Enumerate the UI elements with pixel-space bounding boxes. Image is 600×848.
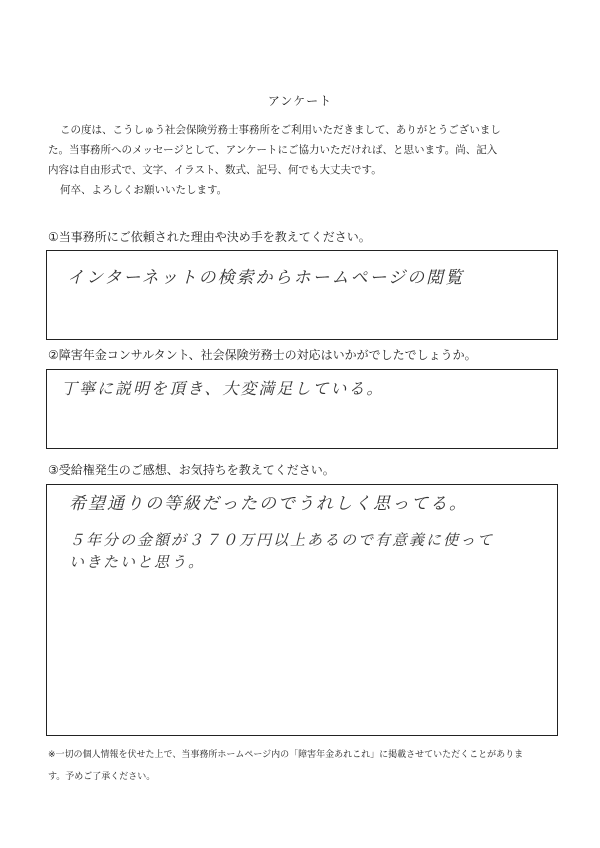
privacy-note-line: す。予めご了承ください。 — [48, 772, 156, 782]
question-2-answer: 丁寧に説明を頂き、大変満足している。 — [61, 379, 385, 398]
intro-line: この度は、こうしゅう社会保険労務士事務所をご利用いただきまして、ありがとうございまし — [60, 124, 501, 136]
question-3-answer-line: 希望通りの等級だったのでうれしく思ってる。 — [69, 494, 468, 514]
intro-text — [48, 120, 568, 200]
intro-line: た。当事務所へのメッセージとして、アンケートにご協力いただければ、と思います。尚、記入 — [48, 144, 498, 156]
question-3-answer-line: ５年分の金額が３７０万円以上あるので有意義に使って — [69, 531, 495, 549]
question-2-answer-box — [46, 369, 558, 449]
question-3-label: ③受給権発生のご感想、お気持ちを教えてください。 — [48, 463, 335, 477]
question-1-answer-box — [46, 250, 558, 340]
page-title: アンケート — [267, 94, 333, 108]
question-1-answer: インターネットの検索からホームページの閲覧 — [67, 268, 465, 288]
privacy-note — [48, 744, 564, 788]
intro-line: 何卒、よろしくお願いいたします。 — [60, 184, 228, 196]
privacy-note-line: ※一切の個人情報を伏せた上で、当事務所ホームページ内の「障害年金あれこれ」に掲載させていただくことがありま — [48, 750, 524, 760]
question-2-label: ②障害年金コンサルタント、社会保険労務士の対応はいかがでしたでしょうか。 — [48, 348, 477, 362]
question-1-label: ①当事務所にご依頼された理由や決め手を教えてください。 — [48, 230, 371, 244]
intro-line: 内容は自由形式で、文字、イラスト、数式、記号、何でも大丈夫です。 — [48, 164, 382, 176]
question-3-answer-line: いきたいと思う。 — [69, 553, 206, 571]
question-3-answer-box — [46, 484, 558, 736]
